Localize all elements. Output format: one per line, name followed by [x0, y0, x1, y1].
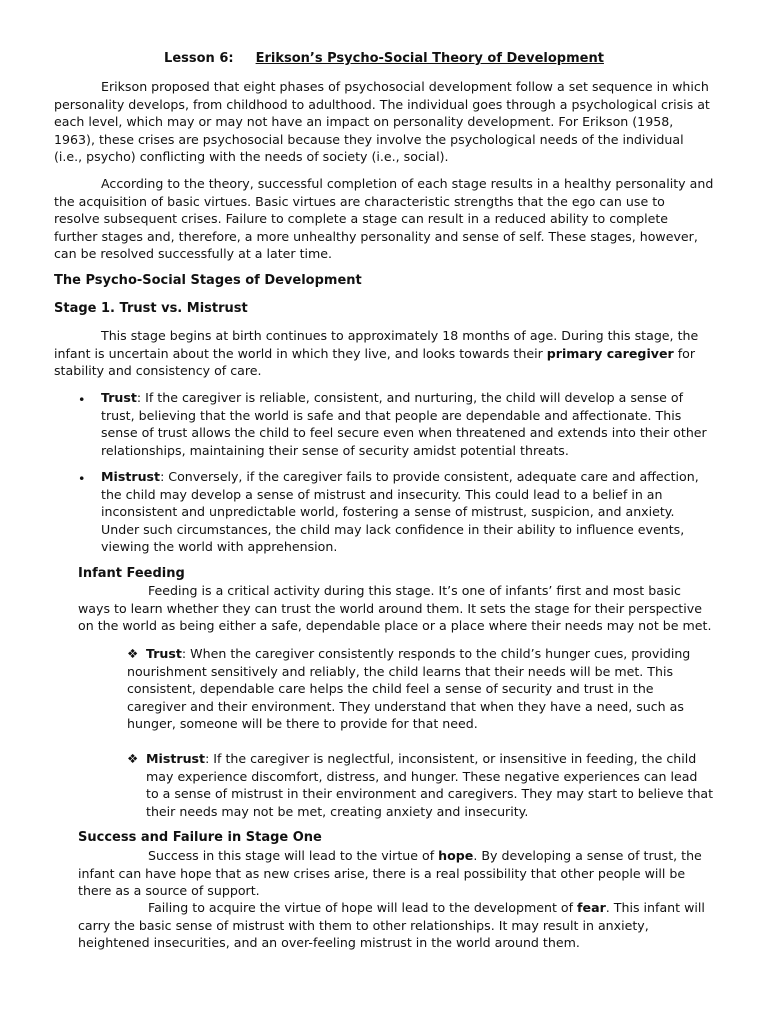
page-title — [0, 50, 768, 68]
fear-term: fear — [577, 900, 606, 915]
feeding-mistrust-term: Mistrust — [146, 751, 206, 766]
stages-heading: The Psycho-Social Stages of Development — [54, 273, 362, 288]
stage1-heading: Stage 1. Trust vs. Mistrust — [54, 301, 248, 316]
stage1-intro-text: This stage begins at birth continues to approximately 18 months of age. During this stage, the infant is uncertain about the world in which they live, and looks towards their — [54, 328, 699, 361]
success-text-end: . By developing a sense of trust, the infant can have hope that as new crises arise, there is a real possibility that other people will be there as a source of support. — [78, 848, 702, 899]
feeding-mistrust-bullet — [146, 750, 714, 820]
intro-paragraph-2: According to the theory, successful completion of each stage results in a healthy personality and the acquisition of basic virtues. Basic virtues are characteristic strengths that the ego can use to resolve subsequent crises. Failure to complete a stage can result in a reduced ability to complete further stages and, therefore, a more unhealthy personality and sense of self. These stages, however, can be resolved successfully at a later time. — [54, 176, 714, 262]
failure-paragraph — [78, 899, 714, 952]
feeding-mistrust-description: : If the caregiver is neglectful, inconsistent, or insensitive in feeding, the child may experience discomfort, distress, and hunger. These negative experiences can lead to a sense of mistrust in their environment and caregivers. They may start to believe that their needs may not be met, creating anxiety and insecurity. — [146, 751, 714, 819]
failure-text: Failing to acquire the virtue of hope will lead to the development of — [148, 900, 578, 915]
diamond-bullet-icon: ❖ — [127, 646, 139, 661]
diamond-bullet-icon: ❖ — [127, 751, 139, 766]
lesson-number: Lesson 6: — [164, 51, 234, 66]
bullet-dot-icon: • — [78, 392, 86, 407]
failure-text-end: . This infant will carry the basic sense of mistrust with them to other relationships. It may result in anxiety, heightened insecurities, and an over-feeling mistrust in the world around them. — [78, 900, 705, 951]
trust-description: : If the caregiver is reliable, consistent, and nurturing, the child will develop a sense of trust, believing that the world is safe and that people are dependable and affectionate. This sense of trust allows the child to feel secure even when threatened and extends into their other relationships, maintaining their sense of security amidst potential threats. — [101, 390, 707, 458]
intro-paragraph-1: Erikson proposed that eight phases of psychosocial development follow a set sequence in which personality develops, from childhood to adulthood. The individual goes through a psychological crisis at each level, which may or may not have an impact on personality development. For Erikson (1958, 1963), these crises are psychosocial because they involve the psychological needs of the individual (i.e., psycho) conflicting with the needs of society (i.e., social). — [54, 79, 710, 165]
infant-feeding-paragraph: Feeding is a critical activity during this stage. It’s one of infants’ first and most basic ways to learn whether they can trust the world around them. It sets the stage for their perspective on the world as being either a safe, dependable place or a place where their needs may not be met. — [78, 583, 712, 634]
infant-feeding-heading: Infant Feeding — [78, 566, 185, 581]
primary-caregiver-term: primary caregiver — [546, 345, 674, 361]
mistrust-bullet — [101, 468, 713, 556]
feeding-trust-term: Trust — [146, 646, 182, 661]
feeding-trust-bullet — [127, 645, 714, 733]
success-paragraph — [78, 847, 714, 900]
bullet-dot-icon: • — [78, 471, 86, 486]
stage1-intro-end: for stability and consistency of care. — [54, 345, 696, 379]
mistrust-description: : Conversely, if the caregiver fails to provide consistent, adequate care and affection, the child may develop a sense of mistrust and insecurity. This could lead to a belief in an inconsistent and unpredictable world, fostering a sense of mistrust, suspicion, and anxiety. Under such circumstances, the child may lack confidence in their ability to influence events, viewing the world with apprehension. — [101, 469, 699, 555]
trust-term: Trust — [101, 390, 137, 405]
success-failure-heading: Success and Failure in Stage One — [78, 830, 322, 845]
success-text: Success in this stage will lead to the virtue of — [148, 848, 439, 863]
stage1-intro-paragraph — [54, 327, 714, 380]
mistrust-term: Mistrust — [101, 469, 161, 484]
lesson-title: Erikson’s Psycho-Social Theory of Development — [255, 51, 604, 66]
trust-bullet — [101, 389, 713, 459]
feeding-trust-description: : When the caregiver consistently responds to the child’s hunger cues, providing nourishment sensitively and reliably, the child learns that their needs will be met. This consistent, dependable care helps the child feel a sense of security and trust in the caregiver and their environment. They understand that when they have a need, such as hunger, someone will be there to provide for that need. — [127, 646, 691, 732]
hope-term: hope — [438, 848, 474, 863]
